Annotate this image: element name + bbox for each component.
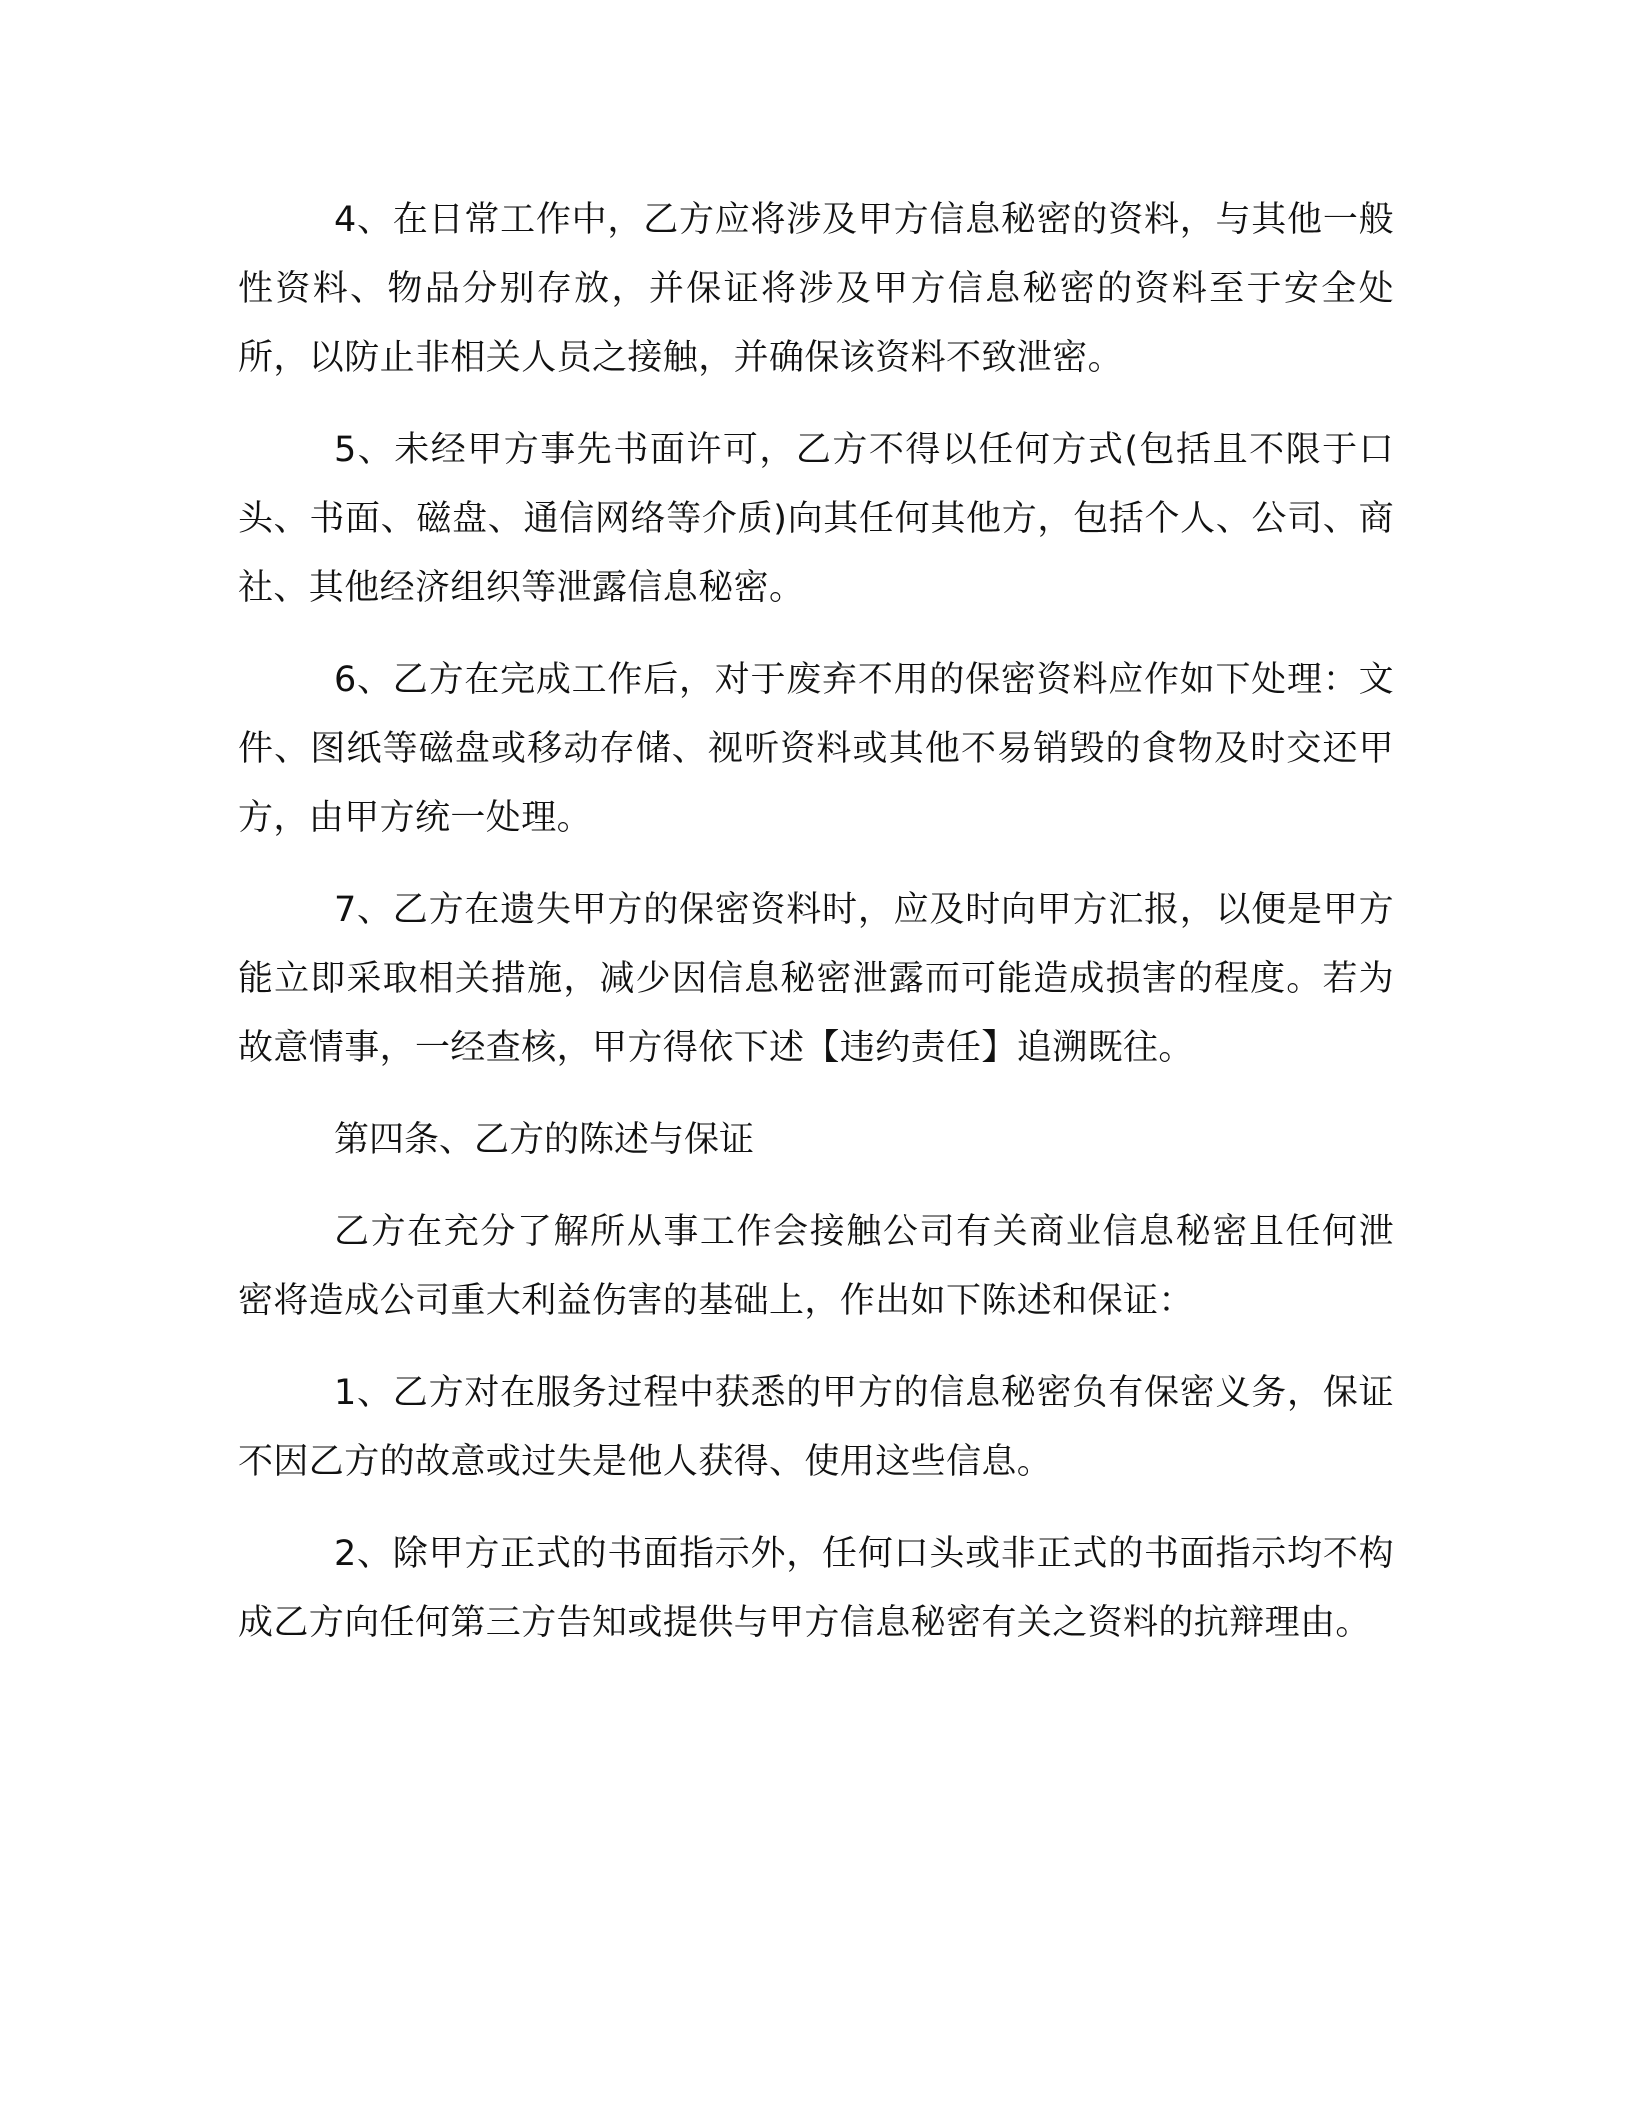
clause-6: 6、乙方在完成工作后，对于废弃不用的保密资料应作如下处理：文件、图纸等磁盘或移动存储、视听资料或其他不易销毁的食物及时交还甲方，由甲方统一处理。: [238, 660, 1394, 838]
clause-4: 4、在日常工作中，乙方应将涉及甲方信息秘密的资料，与其他一般性资料、物品分别存放，并保证将涉及甲方信息秘密的资料至于安全处所，以防止非相关人员之接触，并确保该资料不致泄密。: [238, 200, 1394, 378]
warranty-2: 2、除甲方正式的书面指示外，任何口头或非正式的书面指示均不构成乙方向任何第三方告知或提供与甲方信息秘密有关之资料的抗辩理由。: [238, 1534, 1394, 1643]
clause-7: 7、乙方在遗失甲方的保密资料时，应及时向甲方汇报，以便是甲方能立即采取相关措施，减少因信息秘密泄露而可能造成损害的程度。若为故意情事，一经查核，甲方得依下述【违约责任】追溯既往。: [238, 890, 1394, 1068]
section-intro: 乙方在充分了解所从事工作会接触公司有关商业信息秘密且任何泄密将造成公司重大利益伤害的基础上，作出如下陈述和保证：: [238, 1212, 1394, 1321]
document-body: [238, 186, 1394, 1681]
section-heading: 第四条、乙方的陈述与保证: [334, 1120, 755, 1160]
warranty-1: 1、乙方对在服务过程中获悉的甲方的信息秘密负有保密义务，保证不因乙方的故意或过失是他人获得、使用这些信息。: [238, 1373, 1394, 1482]
clause-5: 5、未经甲方事先书面许可，乙方不得以任何方式(包括且不限于口头、书面、磁盘、通信网络等介质)向其任何其他方，包括个人、公司、商社、其他经济组织等泄露信息秘密。: [238, 430, 1394, 608]
